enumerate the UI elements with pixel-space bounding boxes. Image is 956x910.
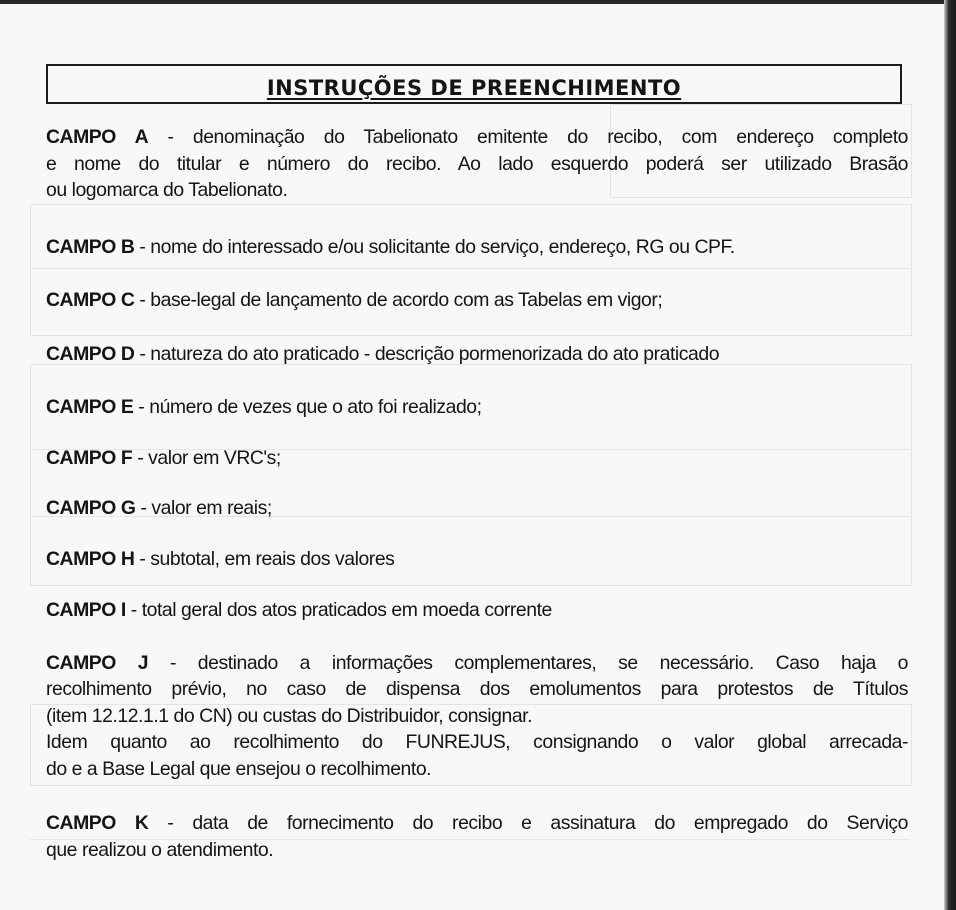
field-a (46, 124, 908, 204)
field-j-text-1: - destinado a informações complementares, se necessário. Caso haja o (169, 651, 908, 674)
field-k (46, 810, 908, 863)
field-j-line-4: Idem quanto ao recolhimento do FUNREJUS, consignando o valor global arrecada- (46, 731, 908, 753)
field-a-line-2: e nome do titular e número do recibo. Ao lado esquerdo poderá ser utilizado Brasão (46, 152, 908, 175)
field-c-label: CAMPO C (46, 289, 135, 311)
field-d-text: - natureza do ato praticado - descrição pormenorizada do ato praticado (139, 342, 720, 365)
field-k-label: CAMPO K (46, 812, 149, 834)
field-j-label: CAMPO J (46, 651, 149, 674)
title-box (46, 64, 902, 104)
field-k-text-1: - data de fornecimento do recibo e assinatura do empregado do Serviço (167, 812, 909, 834)
field-i-text: - total geral dos atos praticados em moeda corrente (130, 599, 552, 621)
field-g-label: CAMPO G (46, 497, 136, 519)
field-g-text: - valor em reais; (140, 497, 272, 519)
page-title: INSTRUÇÕES DE PREENCHIMENTO (266, 76, 682, 100)
field-e-label: CAMPO E (46, 396, 134, 418)
field-e-text: - número de vezes que o ato foi realizado; (138, 396, 482, 418)
field-i-label: CAMPO I (46, 599, 126, 621)
field-a-label: CAMPO A (46, 126, 149, 148)
field-j (46, 650, 908, 783)
field-a-text-1: - denominação do Tabelionato emitente do recibo, com endereço completo (167, 126, 909, 148)
field-b-text: - nome do interessado e/ou solicitante do serviço, endereço, RG ou CPF. (139, 235, 735, 258)
field-j-line-1 (46, 650, 908, 677)
field-d-label: CAMPO D (46, 342, 135, 365)
field-g (46, 495, 908, 522)
field-i (46, 597, 908, 624)
field-c (46, 287, 908, 314)
field-f-label: CAMPO F (46, 446, 133, 469)
field-b-label: CAMPO B (46, 235, 135, 258)
scan-edge-right (944, 0, 956, 910)
field-f (46, 445, 908, 472)
field-h-label: CAMPO H (46, 547, 135, 570)
field-j-line-2: recolhimento prévio, no caso de dispensa dos emolumentos para protestos de Títulos (46, 678, 908, 700)
field-h-text: - subtotal, em reais dos valores (139, 547, 395, 570)
field-d (46, 341, 908, 368)
document-sheet (0, 4, 944, 910)
field-j-line-5: do e a Base Legal que ensejou o recolhimento. (46, 757, 432, 780)
field-j-line-3: (item 12.12.1.1 do CN) ou custas do Distribuidor, consignar. (46, 704, 533, 727)
field-k-line-1 (46, 810, 908, 837)
field-c-text: - base-legal de lançamento de acordo com as Tabelas em vigor; (139, 289, 663, 311)
field-k-line-2: que realizou o atendimento. (46, 838, 274, 861)
field-e (46, 394, 908, 421)
field-a-line-3: ou logomarca do Tabelionato. (46, 179, 288, 201)
instructions-list (46, 124, 908, 863)
field-a-line-1 (46, 124, 908, 151)
field-b (46, 234, 908, 261)
field-h (46, 546, 908, 573)
field-f-text: - valor em VRC's; (137, 446, 281, 469)
